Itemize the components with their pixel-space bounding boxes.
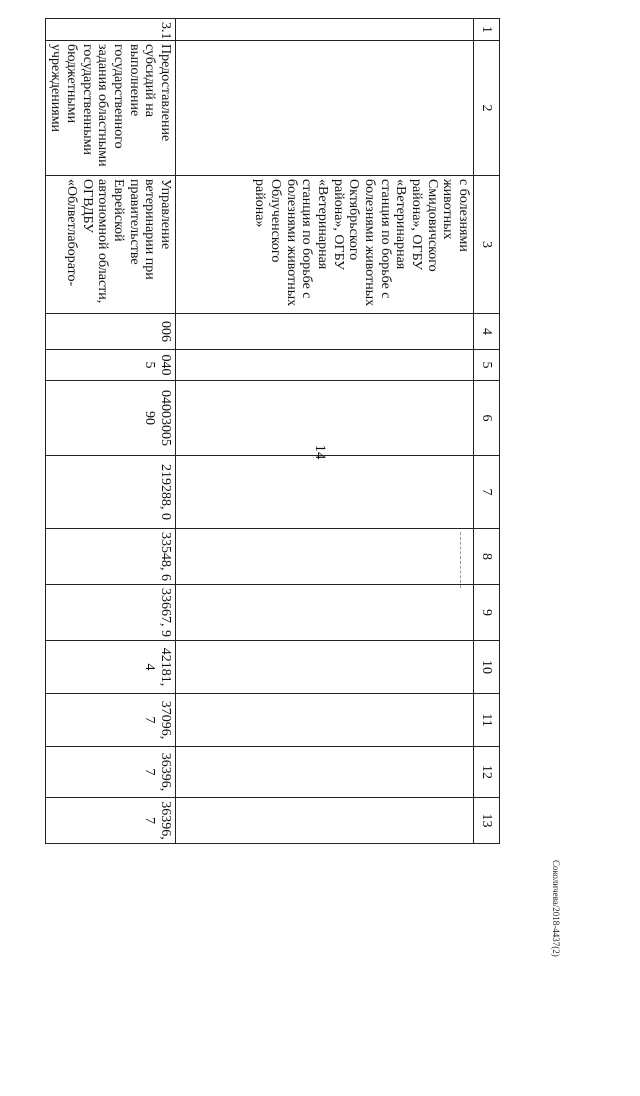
header-cell-7: 7 <box>474 456 500 529</box>
row2-cell-5: 040 5 <box>45 350 175 381</box>
row2-cell-description: Предоставление субсидий на выполнение государственного задания областными государственными бюджетными учреждениями <box>45 41 175 176</box>
header-cell-4: 4 <box>474 314 500 350</box>
page-number: 14 <box>312 444 328 460</box>
document-code: Соколичева/2018-4437(2) <box>551 860 561 957</box>
row2-cell-9: 33667, 9 <box>45 585 175 641</box>
row2-cell-13: 36396, 7 <box>45 798 175 844</box>
budget-table <box>45 18 500 844</box>
row1-cell-1 <box>176 19 474 41</box>
row1-cell-7 <box>176 456 474 529</box>
row2-cell-12: 36396, 7 <box>45 747 175 798</box>
row2-cell-6: 04003005 90 <box>45 381 175 456</box>
table-row <box>45 19 175 844</box>
header-cell-10: 10 <box>474 641 500 694</box>
row1-cell-8 <box>176 529 474 585</box>
row2-cell-executor: Управление ветеринарии при правительстве Еврейской автономной области, ОГВДБУ «Облветлаборато- <box>45 176 175 314</box>
row2-cell-10: 42181, 4 <box>45 641 175 694</box>
row1-cell-12 <box>176 747 474 798</box>
header-cell-9: 9 <box>474 585 500 641</box>
header-cell-6: 6 <box>474 381 500 456</box>
header-cell-8: 8 <box>474 529 500 585</box>
row2-cell-7: 219288, 0 <box>45 456 175 529</box>
header-row <box>474 19 500 844</box>
row1-cell-3: с болезнями животных Смидовичского района», ОГБУ «Ветеринарная станция по борьбе с болезнями животных Октябрьского района», ОГБУ «Ветеринарная станция по борьбе с болезнями животных Облученского района» <box>176 176 474 314</box>
row1-cell-2 <box>176 41 474 176</box>
scan-dash-mark <box>460 532 461 588</box>
row1-cell-10 <box>176 641 474 694</box>
header-cell-2: 2 <box>474 41 500 176</box>
header-cell-5: 5 <box>474 350 500 381</box>
row2-cell-8: 33548, 6 <box>45 529 175 585</box>
row1-cell-13 <box>176 798 474 844</box>
header-cell-13: 13 <box>474 798 500 844</box>
row2-cell-11: 37096, 7 <box>45 694 175 747</box>
row2-cell-number: 3.1 <box>45 19 175 41</box>
row1-cell-9 <box>176 585 474 641</box>
row2-cell-4: 006 <box>45 314 175 350</box>
header-cell-1: 1 <box>474 19 500 41</box>
table-row <box>176 19 474 844</box>
rotated-page-content <box>48 18 500 843</box>
row1-cell-4 <box>176 314 474 350</box>
header-cell-12: 12 <box>474 747 500 798</box>
row1-cell-6 <box>176 381 474 456</box>
row1-cell-11 <box>176 694 474 747</box>
header-cell-11: 11 <box>474 694 500 747</box>
header-cell-3: 3 <box>474 176 500 314</box>
row1-cell-5 <box>176 350 474 381</box>
